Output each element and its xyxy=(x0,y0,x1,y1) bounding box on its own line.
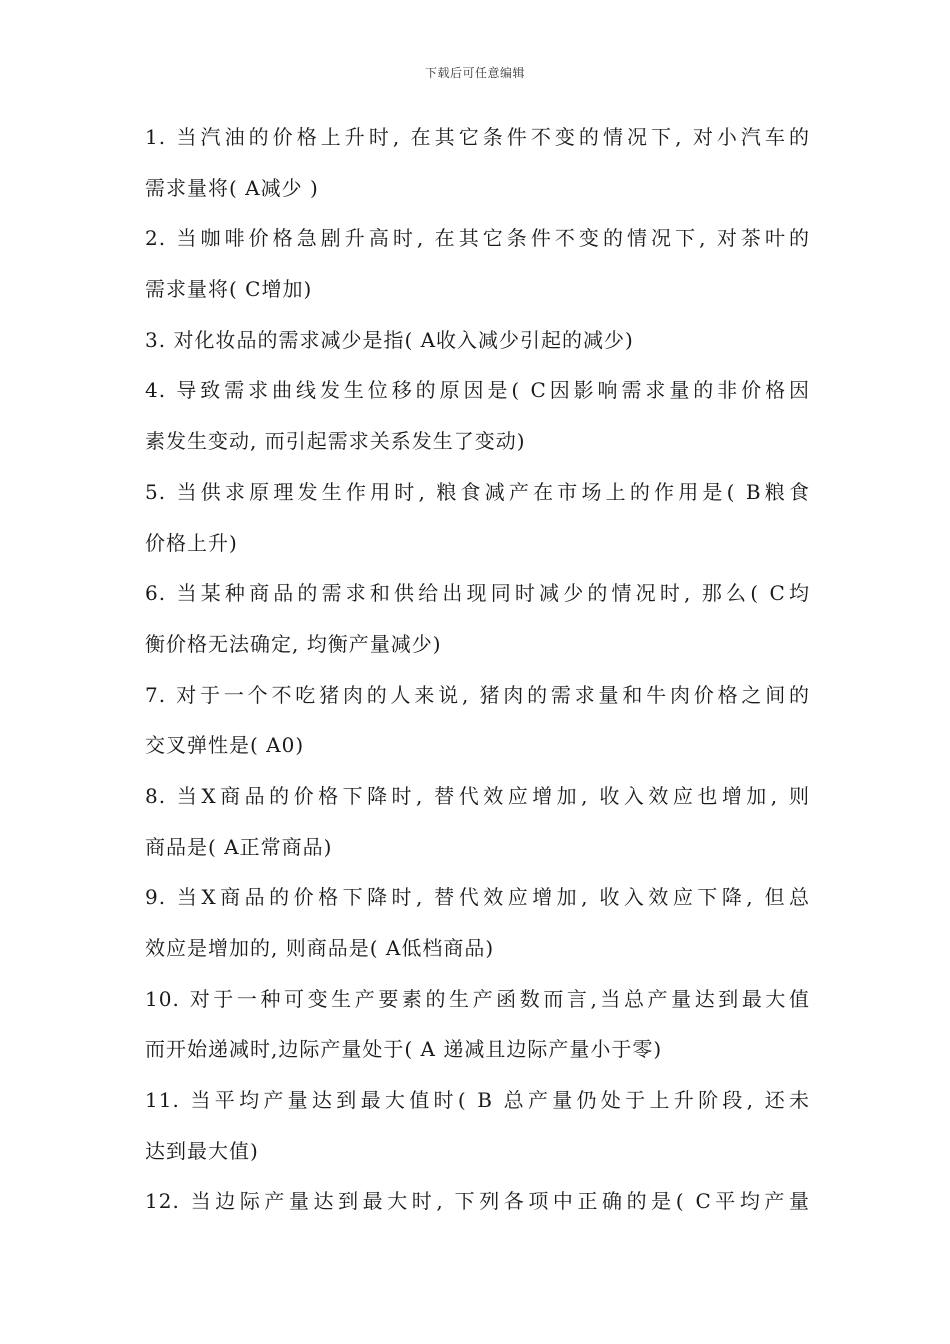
text-line: 12. 当边际产量达到最大时, 下列各项中正确的是( C平均产量 xyxy=(145,1189,810,1214)
text-line: 5. 当供求原理发生作用时, 粮食减产在市场上的作用是( B粮食 xyxy=(145,479,810,504)
text-line: 11. 当平均产量达到最大值时( B 总产量仍处于上升阶段, 还未 xyxy=(145,1088,810,1113)
text-line: 1. 当汽油的价格上升时, 在其它条件不变的情况下, 对小汽车的 xyxy=(145,125,810,149)
text-line: 交叉弹性是( A0) xyxy=(145,733,305,758)
text-line: 10. 对于一种可变生产要素的生产函数而言,当总产量达到最大值 xyxy=(145,986,810,1011)
text-line: 商品是( A正常商品) xyxy=(145,834,333,859)
page-header: 下载后可任意编辑 xyxy=(424,66,525,80)
text-line: 素发生变动, 而引起需求关系发生了变动) xyxy=(145,429,526,454)
text-line: 2. 当咖啡价格急剧升高时, 在其它条件不变的情况下, 对茶叶的 xyxy=(145,226,810,251)
text-line: 效应是增加的, 则商品是( A低档商品) xyxy=(145,936,495,960)
text-line: 9. 当X商品的价格下降时, 替代效应增加, 收入效应下降, 但总 xyxy=(145,885,810,910)
document-body xyxy=(145,112,810,1227)
text-line: 衡价格无法确定, 均衡产量减少) xyxy=(145,631,442,656)
text-line: 6. 当某种商品的需求和供给出现同时减少的情况时, 那么( C均 xyxy=(145,581,810,606)
text-line: 价格上升) xyxy=(145,530,238,555)
text-line: 需求量将( A减少 ) xyxy=(145,175,319,200)
text-line: 7. 对于一个不吃猪肉的人来说, 猪肉的需求量和牛肉价格之间的 xyxy=(145,682,810,707)
text-line: 需求量将( C增加) xyxy=(145,277,313,302)
text-line: 4. 导致需求曲线发生位移的原因是( C因影响需求量的非价格因 xyxy=(145,378,810,403)
text-line: 达到最大值) xyxy=(145,1138,259,1163)
text-line: 8. 当X商品的价格下降时, 替代效应增加, 收入效应也增加, 则 xyxy=(145,783,810,808)
text-line: 3. 对化妆品的需求减少是指( A收入减少引起的减少) xyxy=(145,327,634,352)
text-line: 而开始递减时,边际产量处于( A 递减且边际产量小于零) xyxy=(145,1037,663,1062)
